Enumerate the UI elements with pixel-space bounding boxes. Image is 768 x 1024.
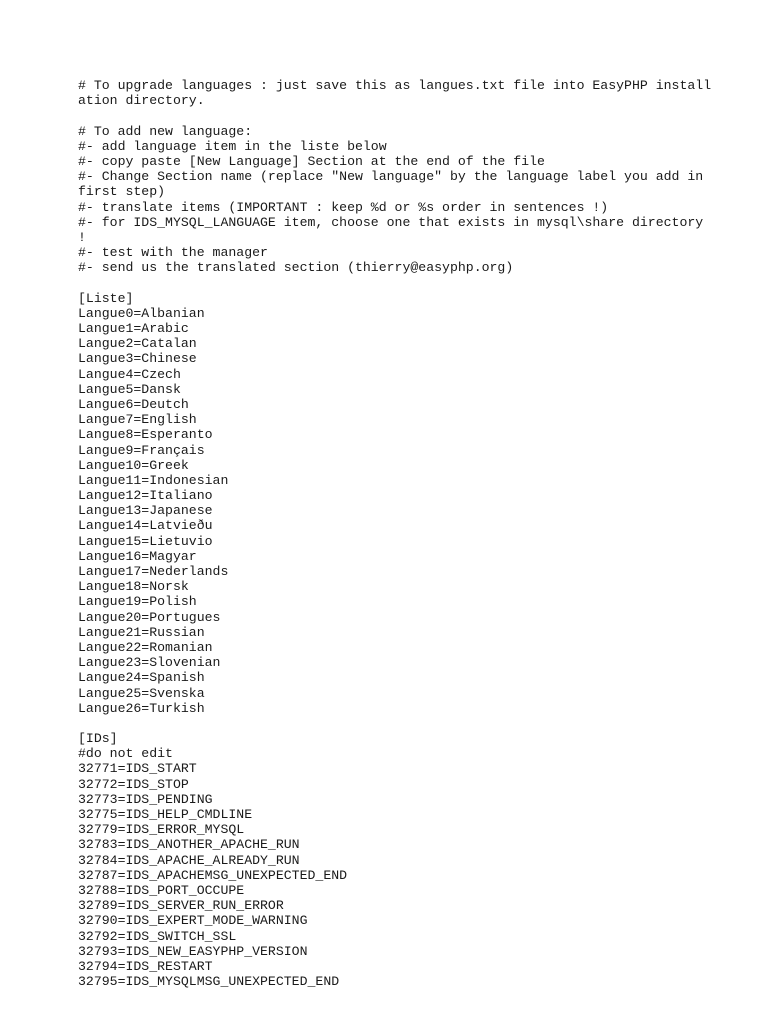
list-item: 32787=IDS_APACHEMSG_UNEXPECTED_END [78,867,348,883]
list-item: Langue17=Nederlands [78,564,229,579]
blank-line [78,108,758,123]
document-page [78,78,758,989]
blank-line [78,716,758,731]
list-item: Langue21=Russian [78,624,205,640]
upgrade-comment-line-2: ation directory. [78,93,205,109]
upgrade-comment-line-1: # To upgrade languages : just save this as langues.txt file into EasyPHP install [78,78,712,93]
list-item: Langue11=Indonesian [78,472,229,488]
list-item: Langue3=Chinese [78,351,197,367]
list-item: Langue9=Français [78,442,205,458]
blank-line [78,275,758,290]
list-item: Langue24=Spanish [78,670,205,686]
list-item: Langue13=Japanese [78,503,213,519]
list-item: Langue26=Turkish [78,700,205,716]
add-language-heading: # To add new language: [78,123,253,139]
list-item: Langue8=Esperanto [78,427,213,443]
list-item: Langue22=Romanian [78,639,213,655]
list-item: 32772=IDS_STOP [78,776,189,792]
list-item: Langue19=Polish [78,594,197,610]
list-item: Langue18=Norsk [78,579,189,595]
liste-section-header: [Liste] [78,290,134,306]
liste-items [78,306,758,716]
instruction-step-5b: ! [78,229,86,245]
list-item: Langue10=Greek [78,457,189,473]
instruction-step-7: #- send us the translated section (thierry@easyphp.org) [78,260,514,276]
list-item: Langue7=English [78,412,197,428]
list-item: Langue2=Catalan [78,336,197,352]
list-item: Langue20=Portugues [78,609,221,625]
list-item: Langue6=Deutch [78,396,189,412]
instruction-step-3b: first step) [78,184,166,200]
list-item: Langue14=Latvieðu [78,518,213,534]
list-item: 32794=IDS_RESTART [78,958,213,974]
instruction-step-6: #- test with the manager [78,245,268,261]
ids-items [78,761,758,989]
list-item: Langue0=Albanian [78,305,205,321]
list-item: Langue16=Magyar [78,548,197,564]
instruction-step-5a: #- for IDS_MYSQL_LANGUAGE item, choose one that exists in mysql\share directory [78,214,704,230]
instruction-step-4: #- translate items (IMPORTANT : keep %d or %s order in sentences !) [78,199,609,215]
list-item: 32775=IDS_HELP_CMDLINE [78,807,253,822]
ids-note: #do not edit [78,746,173,762]
instruction-step-3a: #- Change Section name (replace "New language" by the language label you add in [78,169,704,185]
ids-section-header: [IDs] [78,731,118,747]
list-item: 32784=IDS_APACHE_ALREADY_RUN [78,852,300,868]
list-item: Langue15=Lietuvio [78,533,213,549]
list-item: 32779=IDS_ERROR_MYSQL [78,822,245,838]
list-item: 32790=IDS_EXPERT_MODE_WARNING [78,913,308,929]
list-item: Langue23=Slovenian [78,655,221,671]
list-item: Langue1=Arabic [78,321,189,336]
list-item: 32788=IDS_PORT_OCCUPE [78,882,245,898]
instruction-step-1: #- add language item in the liste below [78,138,387,154]
instruction-step-2: #- copy paste [New Language] Section at the end of the file [78,153,545,169]
list-item: Langue4=Czech [78,366,181,382]
list-item: 32783=IDS_ANOTHER_APACHE_RUN [78,837,300,853]
list-item: 32773=IDS_PENDING [78,791,213,807]
list-item: Langue25=Svenska [78,685,205,701]
list-item: 32793=IDS_NEW_EASYPHP_VERSION [78,943,308,959]
list-item: 32795=IDS_MYSQLMSG_UNEXPECTED_END [78,974,340,990]
list-item: 32792=IDS_SWITCH_SSL [78,928,237,944]
list-item: Langue5=Dansk [78,381,181,397]
list-item: 32789=IDS_SERVER_RUN_ERROR [78,898,284,914]
list-item: 32771=IDS_START [78,761,197,777]
list-item: Langue12=Italiano [78,488,213,504]
